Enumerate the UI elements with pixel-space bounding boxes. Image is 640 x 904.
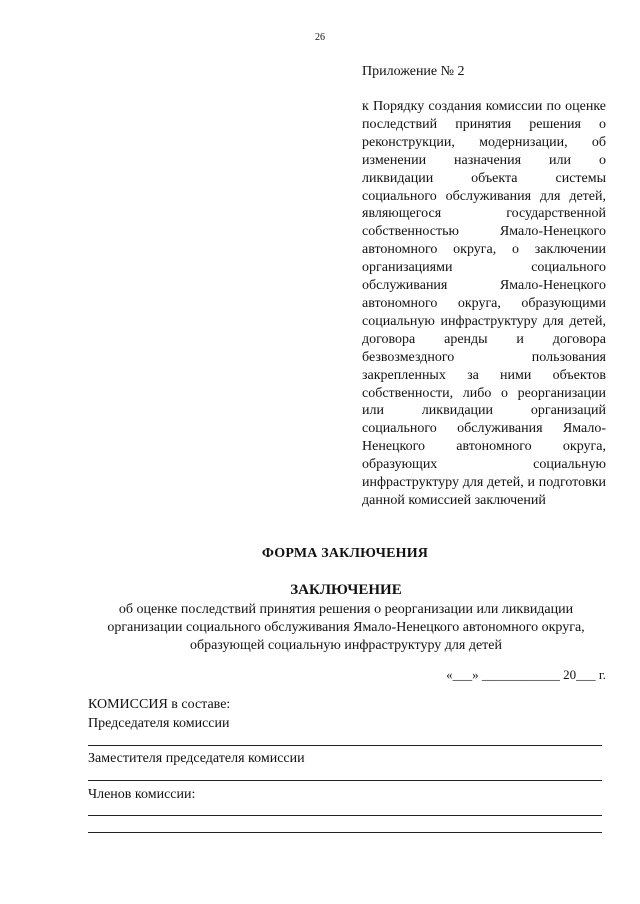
conclusion-subtitle: об оценке последствий принятия решения о реорганизации или ликвидации организации социального обслуживания Ямало-Ненецкого автономного округа, образующей социальную инфраструктуру для детей: [107, 602, 585, 653]
appendix-text: к Порядку создания комиссии по оценке последствий принятия решения о реконструкции, модернизации, об изменении назначения или о ликвидации объекта системы социального обслуживания для детей, являющегося государственной собственностью Ямало-Ненецкого автономного округа, о заключении организациями социального обслуживания Ямало-Ненецкого автономного округа, образующими социальную инфраструктуру для детей, договора аренды и договора безвозмездного пользования закрепленных за ними объектов собственности, либо о реорганизации или ликвидации организаций социального обслуживания Ямало-Ненецкого автономного округа, образующих социальную инфраструктуру для детей, и подготовки данной комиссией заключений: [362, 99, 606, 508]
chair-signature-line: [88, 745, 602, 746]
date-line: «___» ____________ 20___ г.: [446, 667, 606, 682]
page-number: 26: [315, 32, 325, 43]
chair-label: Председателя комиссии: [88, 716, 230, 731]
members-line-1: [88, 815, 602, 816]
deputy-signature-line: [88, 780, 602, 781]
members-label: Членов комиссии:: [88, 787, 196, 802]
deputy-label: Заместителя председателя комиссии: [88, 751, 305, 766]
appendix-title: Приложение № 2: [362, 64, 465, 79]
members-line-2: [88, 832, 602, 833]
conclusion-title: ЗАКЛЮЧЕНИЕ: [290, 582, 402, 598]
form-title: ФОРМА ЗАКЛЮЧЕНИЯ: [261, 546, 429, 561]
commission-heading: КОМИССИЯ в составе:: [88, 697, 231, 712]
